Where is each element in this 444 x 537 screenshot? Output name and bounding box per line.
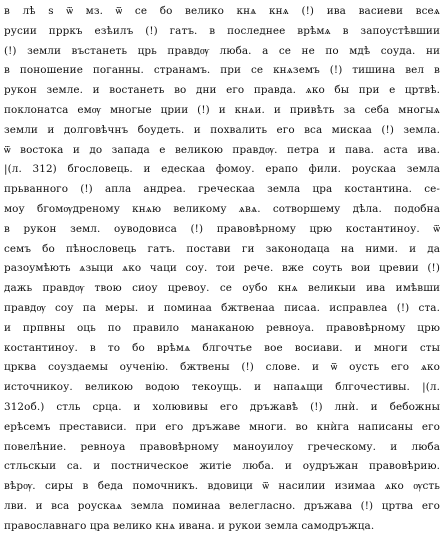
- text-line-12: в рукон земл. оуводовиса (!) правовѣрному црю костантиноу. ѿ: [4, 222, 440, 235]
- text-line-3: (!) земли въстанеть црь правдѹ люба. а се не по мдѣ соуда. ни: [4, 44, 440, 57]
- text-line-25: вѣрѹ. сиры в беда помочникъ. вдовици ѿ насилии изимаа ѧко ѹсть: [4, 480, 440, 493]
- text-line-5: рукон земле. и востанеть во дни его правда. ѧко бы при е цртвѣ.: [4, 84, 440, 97]
- text-line-16: правдѹ соу па меры. и поминаа бжтвенаа писаа. исправлеа (!) ста.: [4, 301, 440, 314]
- text-line-19: црква соуздаемы оученію. бжтвены (!) слове. и ѿ оусть его ѧко: [4, 361, 440, 374]
- text-line-8: ѿ востока и до запада е великою правдѹ. петра и пава. аста ива.: [4, 143, 440, 156]
- text-line-15: дажь правдѹ твою сиоу цревоу. се оубо кнѧ великыи ива имѣвши: [4, 282, 440, 295]
- text-line-22: ерѣсемъ престависи. при его дръжаве многи. во кнѝга написаны его: [4, 420, 440, 433]
- text-line-27: православнаго цра велико кнѧ ивана. и рукои земла самодръжца.: [4, 519, 375, 532]
- manuscript-page: [4, 2, 440, 532]
- text-line-20: источникоу. великою водою текоущь. и напаѧщи блгочестивы. |(л.: [4, 381, 440, 394]
- text-line-4: в поношение поганны. странамъ. при се кнѧземъ (!) тишина вел в: [4, 64, 440, 77]
- text-line-17: и прпвны оць по правило манаканою ревноуа. правовѣрному црю: [4, 321, 440, 334]
- text-line-24: стльскыи са. и постническое житіе люба. и оудръжан правовѣрию.: [4, 460, 440, 473]
- text-line-7: земли и долговѣчнъ боудеть. и похвалить его вса мискаа (!) земла.: [4, 123, 440, 136]
- text-line-6: поклонатса емѹ многые црии (!) и кнѧи. и привѣть за себа многыѧ: [4, 103, 440, 116]
- text-line-26: лви. и вса роускаѧ земла поминаа велегласно. дръжава (!) цртва его: [4, 499, 440, 512]
- text-line-13: семъ бо пѣнословець гатъ. постави ги законодаца на ними. и да: [4, 242, 440, 255]
- text-line-23: повелѣние. ревноуа правовѣрному маноуилоу греческому. и люба: [4, 440, 440, 453]
- text-line-9: |(л. 312) бгословець. и едескаа фомоу. ерапо фили. роускаа земла: [4, 163, 440, 176]
- text-line-14: разоумѣють ѧзыци ѧко чаци соу. тои рече. вже соуть вои цревии (!): [4, 262, 440, 275]
- text-line-18: костантиноу. в то бо врѣмѧ блгочтье вое восиави. и многи сты: [4, 341, 440, 354]
- text-line-21: 312об.) стль срца. и холювивы его дръжавѣ (!) лнѝ. и бебожны: [4, 400, 440, 413]
- text-line-10: прьванного (!) апла андреа. греческаа земла цра костантина. се-: [4, 183, 440, 196]
- text-line-1: в лѣ ѕ ѿ мз. ѿ се бо велико кнѧ кнѧ (!) ива васиеви всеѧ: [4, 5, 440, 17]
- text-line-11: моу бгомѹдреному кнѧю великому ѧвѧ. сотворшему дѣла. подобна: [4, 202, 440, 215]
- text-line-2: русии прркъ езѣилъ (!) гатъ. в последнее врѣмѧ в запоустѣвшии: [4, 24, 440, 37]
